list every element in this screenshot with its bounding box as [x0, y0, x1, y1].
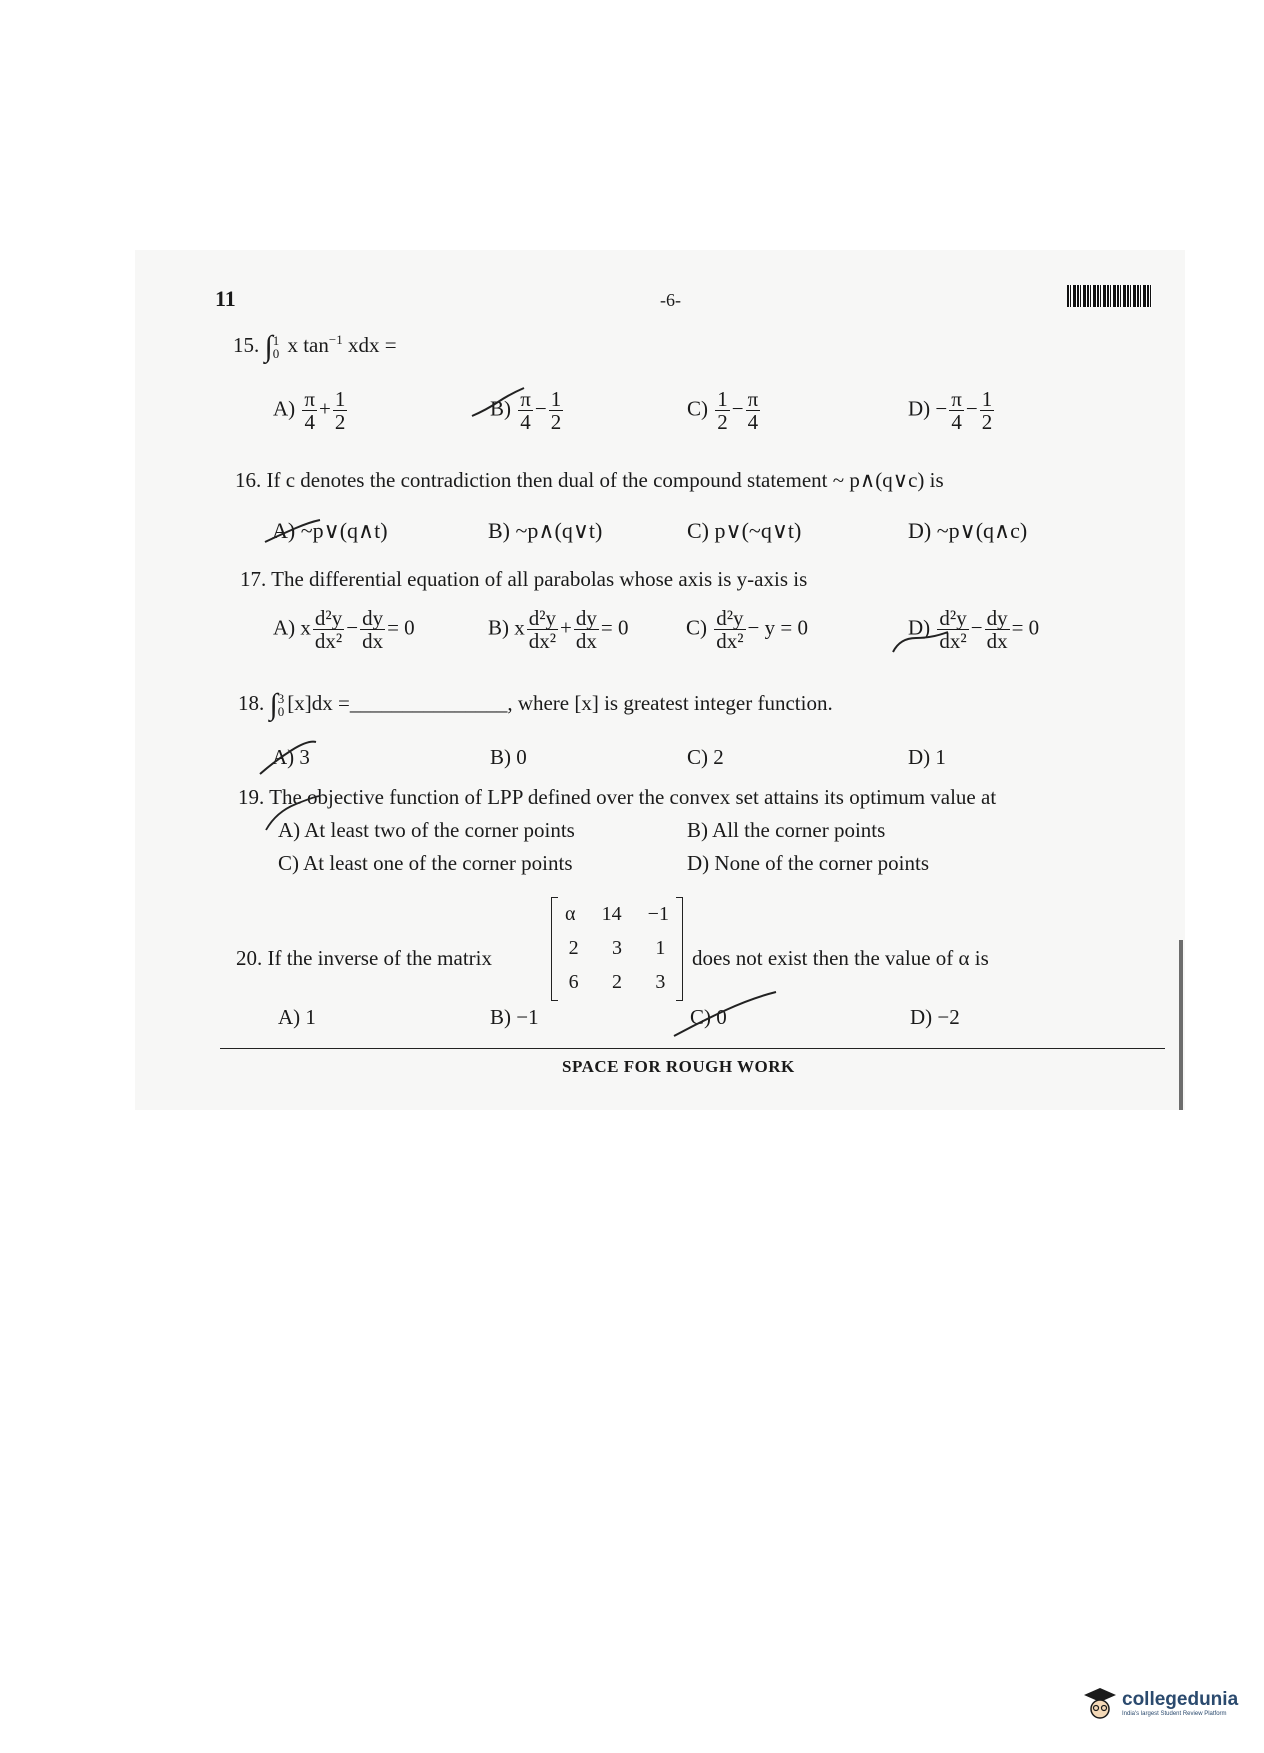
question-number: 15. [233, 332, 260, 357]
question-20-suffix: does not exist then the value of α is [692, 946, 989, 970]
q20-option-d: D) −2 [910, 1005, 960, 1029]
question-18: 18. ∫ 3 0 [x]dx =_______________, where [x] is greatest integer function. [238, 688, 833, 721]
matrix-cell: 14 [601, 903, 622, 925]
q18-option-b: B) 0 [490, 745, 527, 769]
integrand: x tan [287, 332, 329, 357]
brand-tagline: India's largest Student Review Platform [1122, 1711, 1227, 1717]
q20-option-b: B) −1 [490, 1005, 539, 1029]
q18-option-a: A) 3 [272, 745, 310, 769]
brand-name: collegedunia [1122, 1689, 1239, 1710]
q16-option-c: C) p∨(~q∨t) [687, 518, 802, 543]
integral-sign: ∫ [269, 688, 278, 721]
rough-work-label: SPACE FOR ROUGH WORK [562, 1057, 795, 1076]
q16-option-b: B) ~p∧(q∨t) [488, 518, 603, 543]
q15-option-b: B) $\frac{\pi}{4}$ − $\frac{1}{2}$ [490, 387, 562, 435]
integrand-tail: xdx = [347, 332, 397, 357]
handwritten-tick-q20 [670, 990, 780, 1040]
q20-option-c: C) 0 [690, 1005, 727, 1029]
question-17: 17. The differential equation of all parabolas whose axis is y-axis is [240, 567, 808, 591]
q20-option-a: A) 1 [278, 1005, 316, 1029]
matrix-cell: 2 [568, 937, 579, 959]
q18-option-c: C) 2 [687, 745, 724, 769]
handwritten-tick-q18 [258, 740, 318, 780]
integral-sign: ∫ [264, 330, 273, 363]
paper-code: 11 [215, 286, 236, 311]
graduate-icon [1082, 1685, 1118, 1721]
footer-rule [220, 1048, 1165, 1049]
integral-limits: 1 0 [272, 333, 280, 361]
matrix-cell: α [565, 903, 576, 925]
matrix-cell: 6 [568, 971, 579, 993]
question-20-prefix: 20. If the inverse of the matrix [236, 946, 492, 970]
handwritten-tick-q15 [468, 384, 528, 424]
question-19: 19. The objective function of LPP defined over the convex set attains its optimum value at [238, 785, 997, 809]
handwritten-tick-q16 [262, 516, 322, 546]
q19-option-d: D) None of the corner points [687, 851, 930, 875]
q15-option-d: D) − $\frac{\pi}{4}$ − $\frac{1}{2}$ [908, 387, 993, 435]
q19-option-a: A) At least two of the corner points [278, 818, 575, 842]
q17-option-d: D) $\frac{\text{d²y}}{\text{dx²}}$ − $\frac{dy}{dx}$ = 0 [908, 606, 1040, 654]
brand-logo [1082, 1685, 1238, 1721]
matrix-cell: −1 [647, 903, 669, 925]
q16-option-a: A) ~p∨(q∧t) [272, 518, 388, 543]
matrix [551, 897, 683, 1001]
q19-option-c: C) At least one of the corner points [278, 851, 573, 875]
matrix-cell: 3 [655, 971, 666, 993]
matrix-cell: 2 [611, 971, 622, 993]
matrix-cell: 3 [611, 937, 622, 959]
page-number: -6- [660, 290, 681, 310]
q19-option-b: B) All the corner points [687, 818, 886, 842]
scan-edge [1179, 940, 1183, 1110]
q15-option-a: A) $\frac{\pi}{4}$ + $\frac{1}{2}$ [273, 387, 346, 435]
handwritten-tick-q17 [890, 628, 950, 658]
integral-limits: 3 0 [277, 691, 285, 719]
question-16: 16. If c denotes the contradiction then dual of the compound statement ~ p∧(q∨c) is [235, 468, 944, 492]
handwritten-tick-q19 [262, 794, 322, 834]
question-15: 15. ∫ 1 0 x $\tan^{-1}$ xdx = [233, 330, 397, 363]
q17-option-b: B) x $\frac{\text{d²y}}{\text{dx²}}$ + $\frac{dy}{dx}$ = 0 [488, 606, 629, 654]
q16-option-d: D) ~p∨(q∧c) [908, 518, 1028, 543]
matrix-cell: 1 [655, 937, 666, 959]
q18-option-d: D) 1 [908, 745, 946, 769]
q17-option-a: A) x $\frac{\text{d²y}}{\text{dx²}}$ − $\frac{dy}{dx}$ = 0 [273, 606, 415, 654]
q17-option-c: C) $\frac{\text{d²y}}{\text{dx²}}$ − y = 0 [686, 606, 808, 654]
q15-option-c: C) $\frac{1}{2}$ − $\frac{\pi}{4}$ [687, 387, 759, 435]
barcode [1067, 285, 1152, 307]
